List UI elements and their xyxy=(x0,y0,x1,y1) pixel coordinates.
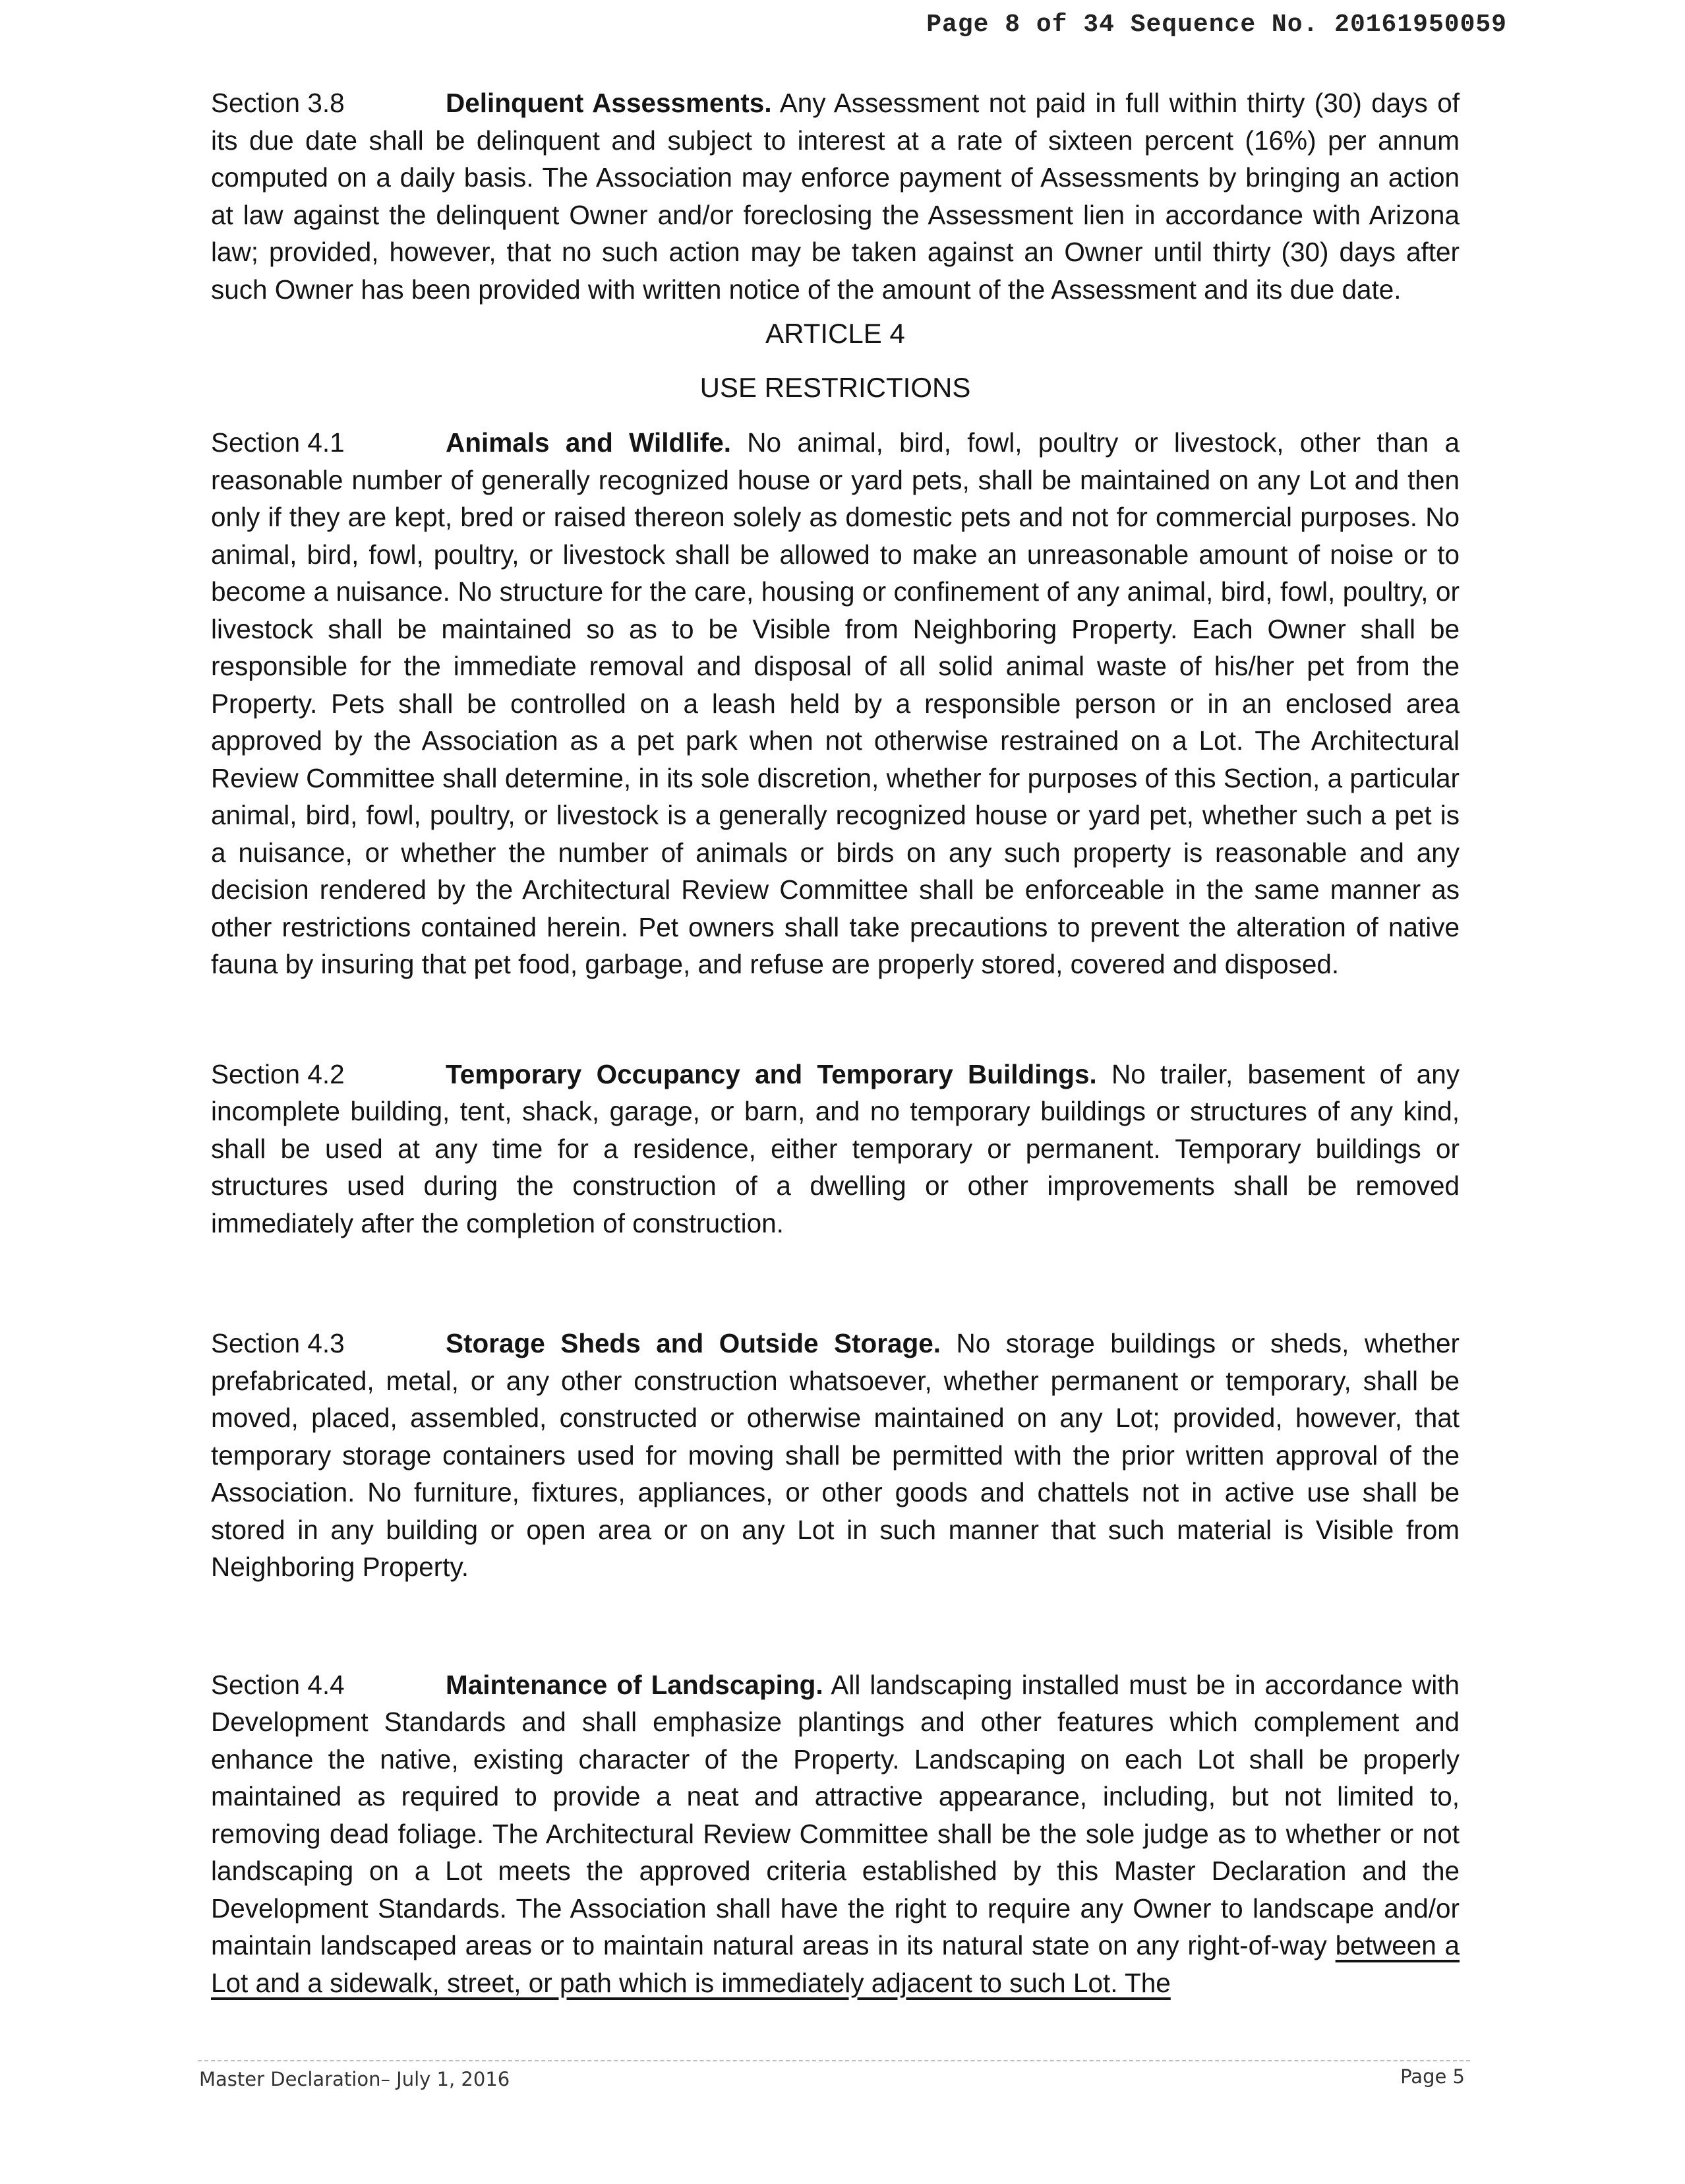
section-body: No storage buildings or sheds, whether prefabricated, metal, or any other construction whatsoever, whether permanent or temporary, shall be moved, placed, assembled, constructed or otherwise maintained on any Lot; provided, however, that temporary storage containers used for moving shall be permitted with the prior written approval of the Association. No furniture, fixtures, appliances, or other goods and chattels not in active use shall be stored in any building or open area or on any Lot in such manner that such material is Visible from Neighboring Property. xyxy=(211,1328,1460,1582)
article-subheading: USE RESTRICTIONS xyxy=(699,372,971,403)
section-4-1 xyxy=(211,424,1460,983)
section-body-continued: between a Lot and a sidewalk, street, or path which is immediately adjacent to such Lot. The xyxy=(211,1930,1460,1998)
section-body: No animal, bird, fowl, poultry or livestock, other than a reasonable number of generally recognized house or yard pets, shall be maintained on any Lot and then only if they are kept, bred or raised thereon solely as domestic pets and not for commercial purposes. No animal, bird, fowl, poultry, or livestock shall be allowed to make an unreasonable amount of noise or to become a nuisance. No structure for the care, housing or confinement of any animal, bird, fowl, poultry, or livestock shall be maintained so as to be Visible from Neighboring Property. Each Owner shall be responsible for the immediate removal and disposal of all solid animal waste of his/her pet from the Property. Pets shall be controlled on a leash held by a responsible person or in an enclosed area approved by the Association as a pet park when not otherwise restrained on a Lot. The Architectural Review Committee shall determine, in its sole discretion, whether for purposes of this Section, a particular animal, bird, fowl, poultry, or livestock is a generally recognized house or yard pet, whether such a pet is a nuisance, or whether the number of animals or birds on any such property is reasonable and any decision rendered by the Architectural Review Committee shall be enforceable in the same manner as other restrictions contained herein. Pet owners shall take precautions to prevent the alteration of native fauna by insuring that pet food, garbage, and refuse are properly stored, covered and disposed. xyxy=(211,427,1460,979)
document-body xyxy=(211,84,1460,2001)
section-number: Section 4.4 xyxy=(211,1669,345,1700)
section-title: Maintenance of Landscaping. xyxy=(446,1669,823,1700)
section-body: Any Assessment not paid in full within thirty (30) days of its due date shall be delinquent and subject to interest at a rate of sixteen percent (16%) per annum computed on a daily basis. The Association may enforce payment of Assessments by bringing an action at law against the delinquent Owner and/or foreclosing the Assessment lien in accordance with Arizona law; provided, however, that no such action may be taken against an Owner until thirty (30) days after such Owner has been provided with written notice of the amount of the Assessment and its due date. xyxy=(211,88,1460,305)
paragraph-gap xyxy=(211,1586,1460,1666)
section-body: No trailer, basement of any incomplete building, tent, shack, garage, or barn, and no temporary buildings or structures of any kind, shall be used at any time for a residence, either temporary or permanent. Temporary buildings or structures used during the construction of a dwelling or other improvements shall be removed immediately after the completion of construction. xyxy=(211,1058,1460,1238)
page-sequence-stamp: Page 8 of 34 Sequence No. 20161950059 xyxy=(926,11,1507,39)
section-number: Section 3.8 xyxy=(211,88,345,118)
article-heading: ARTICLE 4 xyxy=(765,318,905,349)
section-4-3 xyxy=(211,1325,1460,1586)
footer-page-number: Page 5 xyxy=(1400,2065,1465,2088)
section-title: Animals and Wildlife. xyxy=(446,427,731,458)
footer-divider xyxy=(198,2060,1470,2061)
section-3-8 xyxy=(211,84,1460,308)
section-4-2 xyxy=(211,1056,1460,1242)
section-title: Temporary Occupancy and Temporary Buildings. xyxy=(446,1058,1097,1089)
paragraph-gap xyxy=(211,983,1460,1056)
section-number: Section 4.3 xyxy=(211,1328,345,1358)
paragraph-gap xyxy=(211,1242,1460,1325)
section-body: All landscaping installed must be in accordance with Development Standards and shall emphasize plantings and other features which complement and enhance the native, existing character of the Property. Landscaping on each Lot shall be properly maintained as required to provide a neat and attractive appearance, including, but not limited to, removing dead foliage. The Architectural Review Committee shall be the sole judge as to whether or not landscaping on a Lot meets the approved criteria established by this Master Declaration and the Development Standards. The Association shall have the right to require any Owner to landscape and/or maintain landscaped areas or to maintain natural areas in its natural state on any right-of-way xyxy=(211,1669,1460,1960)
section-number: Section 4.1 xyxy=(211,427,345,458)
section-title: Storage Sheds and Outside Storage. xyxy=(446,1328,941,1358)
section-title: Delinquent Assessments. xyxy=(446,88,772,118)
section-4-4 xyxy=(211,1666,1460,2002)
section-number: Section 4.2 xyxy=(211,1058,345,1089)
footer-document-title: Master Declaration– July 1, 2016 xyxy=(199,2068,510,2090)
